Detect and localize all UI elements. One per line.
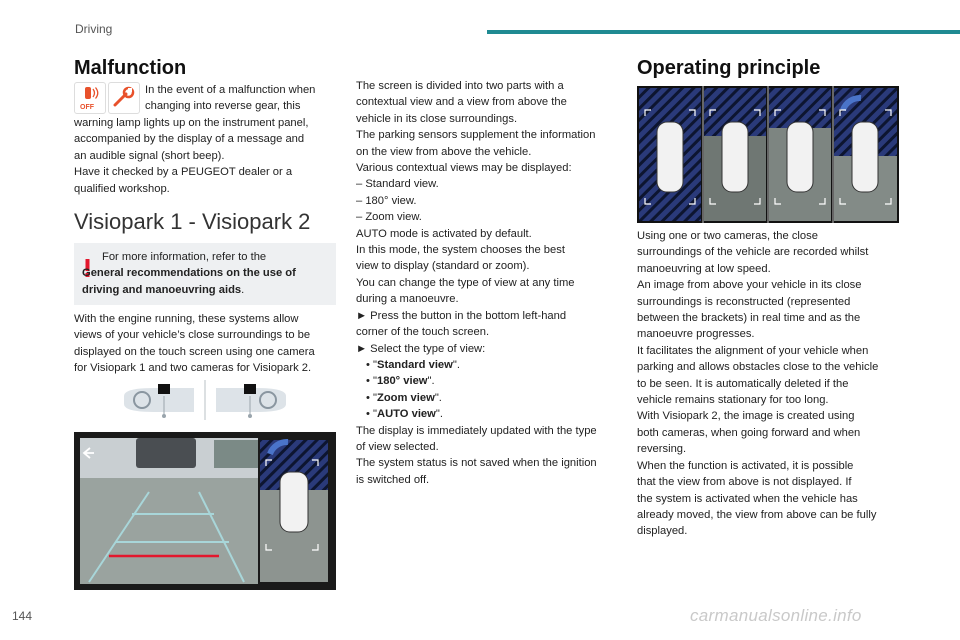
svg-text:OFF: OFF xyxy=(80,104,94,111)
text-line: of view selected. xyxy=(356,440,439,453)
operating-principle-text xyxy=(637,228,905,540)
text-line: With the engine running, these systems allow xyxy=(74,313,299,325)
text-line: – Standard view. xyxy=(356,178,439,191)
text-line: the system is activated when the vehicle has xyxy=(637,492,858,505)
text-line: In this mode, the system chooses the best xyxy=(356,244,565,257)
page-number: 144 xyxy=(12,609,33,623)
text-line: between the brackets) in real time and as the xyxy=(637,312,861,325)
parking-sensor-off-icon xyxy=(74,82,106,114)
text-line: The display is immediately updated with the type xyxy=(356,424,597,437)
visiopark-title: Visiopark 1 - Visiopark 2 xyxy=(74,209,311,234)
section-header: Driving xyxy=(75,22,113,36)
text-line: The screen is divided into two parts with a xyxy=(356,80,564,92)
view-option-label: Standard view xyxy=(377,358,453,371)
watermark: carmanualsonline.info xyxy=(690,606,862,625)
text-line: an audible signal (short beep). xyxy=(74,149,225,162)
text-line: ► Press the button in the bottom left-hand xyxy=(356,309,567,322)
malfunction-title: Malfunction xyxy=(74,57,187,79)
text-line: during a manoeuvre. xyxy=(356,293,459,306)
text-line: manoeuvre progresses. xyxy=(637,328,755,341)
note-end: . xyxy=(241,283,245,296)
text-line: changing into reverse gear, this xyxy=(145,100,301,113)
middle-column-text xyxy=(356,78,618,488)
text-line: warning lamp lights up on the instrument panel, xyxy=(74,117,309,129)
view-option-label: 180° view xyxy=(377,375,428,388)
text-line: contextual view and a view from above the xyxy=(356,96,567,109)
text-line: manoeuvring at low speed. xyxy=(637,262,771,275)
text-line: An image from above your vehicle in its close xyxy=(637,279,862,292)
text-line: Using one or two cameras, the close xyxy=(637,230,818,242)
text-line: corner of the touch screen. xyxy=(356,326,490,339)
text-line: You can change the type of view at any time xyxy=(356,276,575,289)
text-line: vehicle remains stationary for too long. xyxy=(637,394,829,407)
text-line: When the function is activated, it is possible xyxy=(637,459,854,472)
text-line: parking and allows obstacles close to the vehicle xyxy=(637,361,879,374)
text-line: – Zoom view. xyxy=(356,211,422,224)
text-line: reversing. xyxy=(637,443,687,456)
text-line: already moved, the view from above can be fully xyxy=(637,508,877,521)
malfunction-text xyxy=(74,115,336,197)
warning-icons xyxy=(74,82,140,112)
text-line: surroundings is reconstructed (represented xyxy=(637,295,851,308)
note-text xyxy=(82,249,327,298)
text-line: AUTO mode is activated by default. xyxy=(356,227,532,240)
view-option-label: Zoom view xyxy=(377,391,435,404)
text-line: – 180° view. xyxy=(356,194,417,207)
text-line: ► Select the type of view: xyxy=(356,342,486,355)
text-line: views of your vehicle’s close surroundings to be xyxy=(74,329,311,342)
text-line: for Visiopark 1 and two cameras for Visiopark 2. xyxy=(74,362,312,375)
visiopark-intro xyxy=(74,311,336,377)
header-accent-bar xyxy=(487,30,960,34)
text-line: vehicle in its close surroundings. xyxy=(356,112,518,125)
text-line: surroundings of the vehicle are recorded whilst xyxy=(637,246,869,259)
malfunction-text-right xyxy=(145,82,340,115)
text-line: on the view from above the vehicle. xyxy=(356,145,532,158)
text-line: It facilitates the alignment of your vehicle when xyxy=(637,344,869,357)
text-line: qualified workshop. xyxy=(74,182,170,195)
top-view-sequence-illustration xyxy=(637,86,899,223)
text-line: In the event of a malfunction when xyxy=(145,84,316,96)
text-line: that the view from above is not displayed. If xyxy=(637,476,852,489)
operating-principle-title: Operating principle xyxy=(637,57,821,79)
note-reference: General recommendations on the use of driving and manoeuvring aids xyxy=(82,267,296,296)
camera-positions-illustration xyxy=(120,378,290,422)
view-option: • "Zoom view". xyxy=(366,391,442,404)
view-option: • "Standard view". xyxy=(366,358,460,371)
text-line: view to display (standard or zoom). xyxy=(356,260,530,273)
view-option: • "AUTO view". xyxy=(366,408,443,421)
note-line: For more information, refer to the xyxy=(102,251,267,263)
text-line: both cameras, when going forward and when xyxy=(637,426,861,439)
text-line: is switched off. xyxy=(356,473,430,486)
text-line: The system status is not saved when the ignition xyxy=(356,457,597,470)
text-line: With Visiopark 2, the image is created using xyxy=(637,410,855,423)
text-line: accompanied by the display of a message and xyxy=(74,133,305,146)
text-line: Various contextual views may be displayed: xyxy=(356,162,572,175)
info-note xyxy=(74,243,336,305)
text-line: The parking sensors supplement the information xyxy=(356,129,596,142)
view-option-label: AUTO view xyxy=(377,408,436,421)
view-option: • "180° view". xyxy=(366,375,435,388)
text-line: to be seen. It is automatically deleted if the xyxy=(637,377,849,390)
text-line: displayed on the touch screen using one camera xyxy=(74,345,315,358)
text-line: Have it checked by a PEUGEOT dealer or a xyxy=(74,166,293,179)
wrench-icon xyxy=(108,82,140,114)
text-line: displayed. xyxy=(637,525,688,538)
rear-camera-screen-illustration xyxy=(74,432,336,590)
